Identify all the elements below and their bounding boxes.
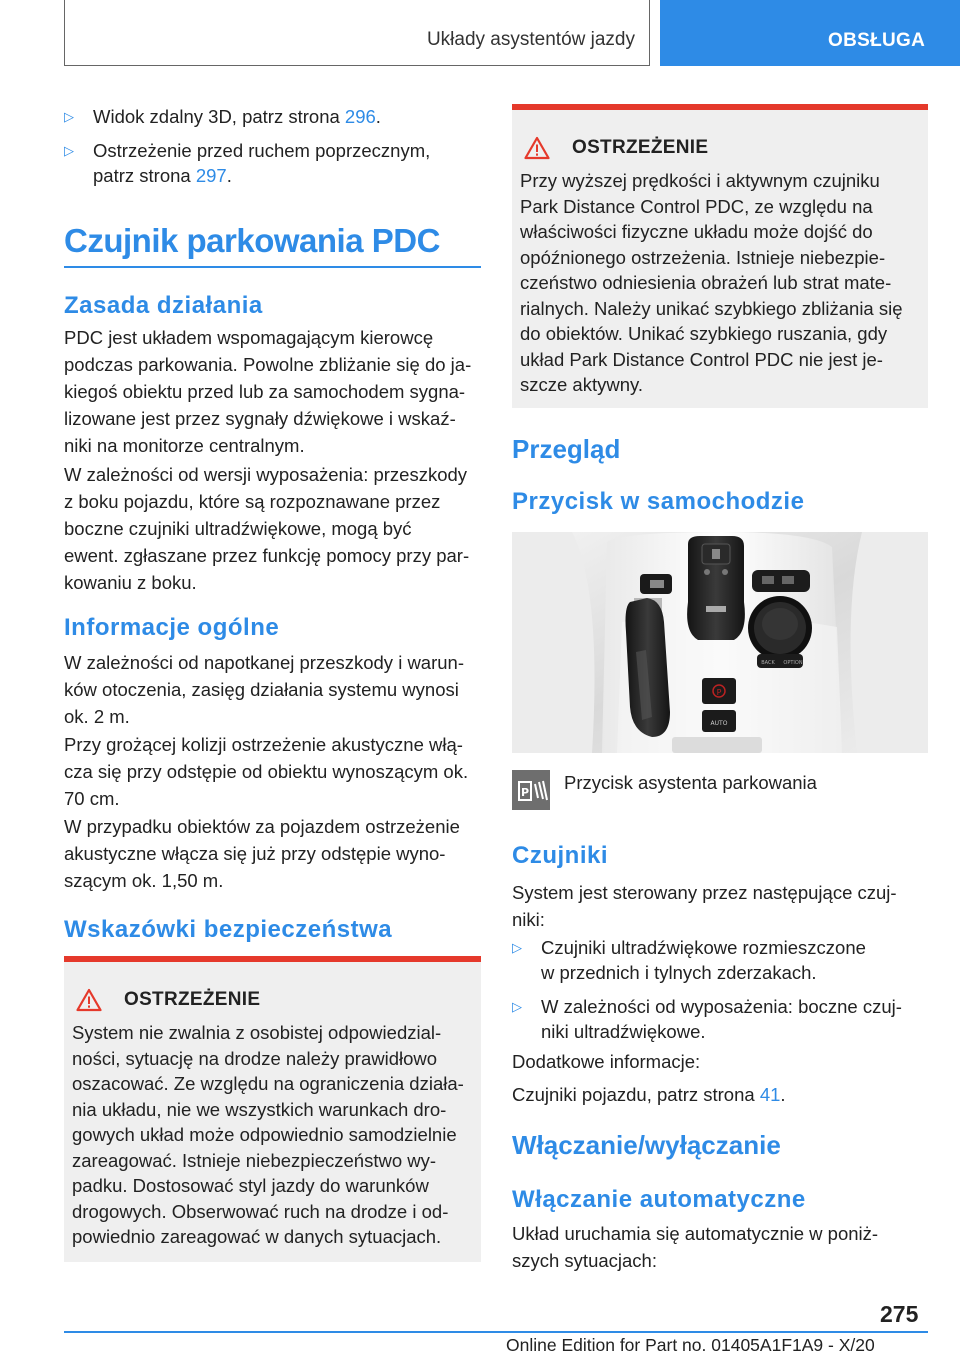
bullet-triangle-icon: ▷ <box>64 143 74 158</box>
warning-triangle-icon <box>524 136 550 160</box>
warning-text: System nie zwalnia z osobistej odpowiedzial‐ ności, sytuację na drodze należy prawidłowo oszacować. Ze względu na ograniczenia działa‐ nia układu, nie we wszystkich warunkach dro‐ gowych układ może odpowiednio samodzielnie zareagować. Istnieje niebezpieczeństwo wy‐ padku. Dostosować styl jazdy do warunków drogowych. Obserwować ruch na drodze i od‐ powiednio zareagować w danych sytuacjach. <box>72 1022 464 1247</box>
paragraph: Układ uruchamia się automatycznie w poniż‐ szych sytuacjach: <box>512 1223 879 1271</box>
page-link-296[interactable]: 296 <box>344 106 376 127</box>
heading-informacje: Informacje ogólne <box>64 614 280 641</box>
header-box <box>64 0 650 66</box>
parking-assist-button-icon <box>512 770 550 810</box>
list-item: ▷ Widok zdalny 3D, patrz strona 296. <box>64 106 381 127</box>
warning-triangle-icon <box>76 988 102 1012</box>
list-item: ▷ Ostrzeżenie przed ruchem poprzecznym, patrz strona 297. <box>64 140 431 186</box>
chapter-tab[interactable] <box>660 0 960 66</box>
bullet-triangle-icon: ▷ <box>512 940 522 955</box>
section-title: Układy asystentów jazdy <box>426 29 635 50</box>
paragraph: W zależności od wersji wyposażenia: przeszkody z boku pojazdu, które są rozpoznawane przez boczne czujniki ultradźwiękowe, mogą być ewent. zgłaszane przez funkcję pomocy przy par‐ kowaniu z boku. <box>64 464 470 593</box>
warning-box <box>512 104 928 408</box>
heading-przeglad: Przegląd <box>512 434 621 464</box>
heading-wskazowki: Wskazówki bezpieczeństwa <box>64 916 393 943</box>
heading-przycisk: Przycisk w samochodzie <box>512 488 805 515</box>
svg-text:P: P <box>716 688 722 697</box>
footer-edition: Online Edition for Part no. 01405A1F1A9 - X/20 <box>506 1335 875 1355</box>
car-console-photo <box>512 532 928 753</box>
svg-text:AUTO: AUTO <box>710 720 728 727</box>
heading-zasada: Zasada działania <box>64 292 263 319</box>
page-title: Czujnik parkowania PDC <box>64 222 440 259</box>
bullet-triangle-icon: ▷ <box>64 109 74 124</box>
paragraph: W przypadku obiektów za pojazdem ostrzeżenie akustyczne włącza się już przy odstępie wyno‐ szącym ok. 1,50 m. <box>64 816 460 891</box>
svg-text:OPTION: OPTION <box>783 660 803 666</box>
warning-text: Przy wyższej prędkości i aktywnym czujniku Park Distance Control PDC, ze względu na właściwości fizyczne układu może dojść do opóźnionego ostrzeżenia. Istnieje niebezpie‐ czeństwo odniesienia obrażeń lub strat mate‐ rialnych. Należy unikać szybkiego zbliżania się do obiektów. Unikać szybkiego ruszania, gdy układ Park Distance Control PDC nie jest je‐ szcze aktywny. <box>520 170 903 395</box>
paragraph: Dodatkowe informacje: <box>512 1051 701 1072</box>
page-link-297[interactable]: 297 <box>195 165 227 186</box>
svg-text:P: P <box>520 786 530 799</box>
paragraph: Przy grożącej kolizji ostrzeżenie akustyczne włą‐ cza się przy odstępie od obiektu wynoszącym ok. 70 cm. <box>64 734 469 809</box>
bullet-triangle-icon: ▷ <box>512 999 522 1014</box>
paragraph: W zależności od napotkanej przeszkody i warun‐ ków otoczenia, zasięg działania systemu wynosi ok. 2 m. <box>64 652 464 727</box>
svg-text:BACK: BACK <box>761 660 775 666</box>
chapter-tab-label: OBSŁUGA <box>828 30 926 51</box>
footer-rule <box>64 1331 928 1333</box>
warning-box <box>64 956 481 1262</box>
warning-label: OSTRZEŻENIE <box>572 137 709 158</box>
paragraph: System jest sterowany przez następujące czuj‐ niki: <box>512 882 897 930</box>
paragraph: Czujniki pojazdu, patrz strona 41. <box>512 1084 786 1105</box>
photo-caption: Przycisk asystenta parkowania <box>564 772 817 793</box>
paragraph: PDC jest układem wspomagającym kierowcę podczas parkowania. Powolne zbliżanie się do ja‐ kiegoś obiektu przed lub za samochodem sygna‐ lizowane jest przez sygnały dźwiękowe i wskaź‐ niki na monitorze centralnym. <box>64 327 472 456</box>
heading-czujniki: Czujniki <box>512 842 609 869</box>
title-rule <box>64 266 481 268</box>
heading-wlaczanie: Włączanie/wyłączanie <box>512 1130 781 1160</box>
page-link-41[interactable]: 41 <box>759 1084 781 1105</box>
heading-auto: Włączanie automatyczne <box>512 1186 806 1213</box>
page-number: 275 <box>880 1301 919 1327</box>
warning-label: OSTRZEŻENIE <box>124 989 261 1010</box>
list-item: ▷ W zależności od wyposażenia: boczne czuj‐ niki ultradźwiękowe. <box>512 996 902 1042</box>
list-item: ▷ Czujniki ultradźwiękowe rozmieszczone w przednich i tylnych zderzakach. <box>512 937 866 983</box>
